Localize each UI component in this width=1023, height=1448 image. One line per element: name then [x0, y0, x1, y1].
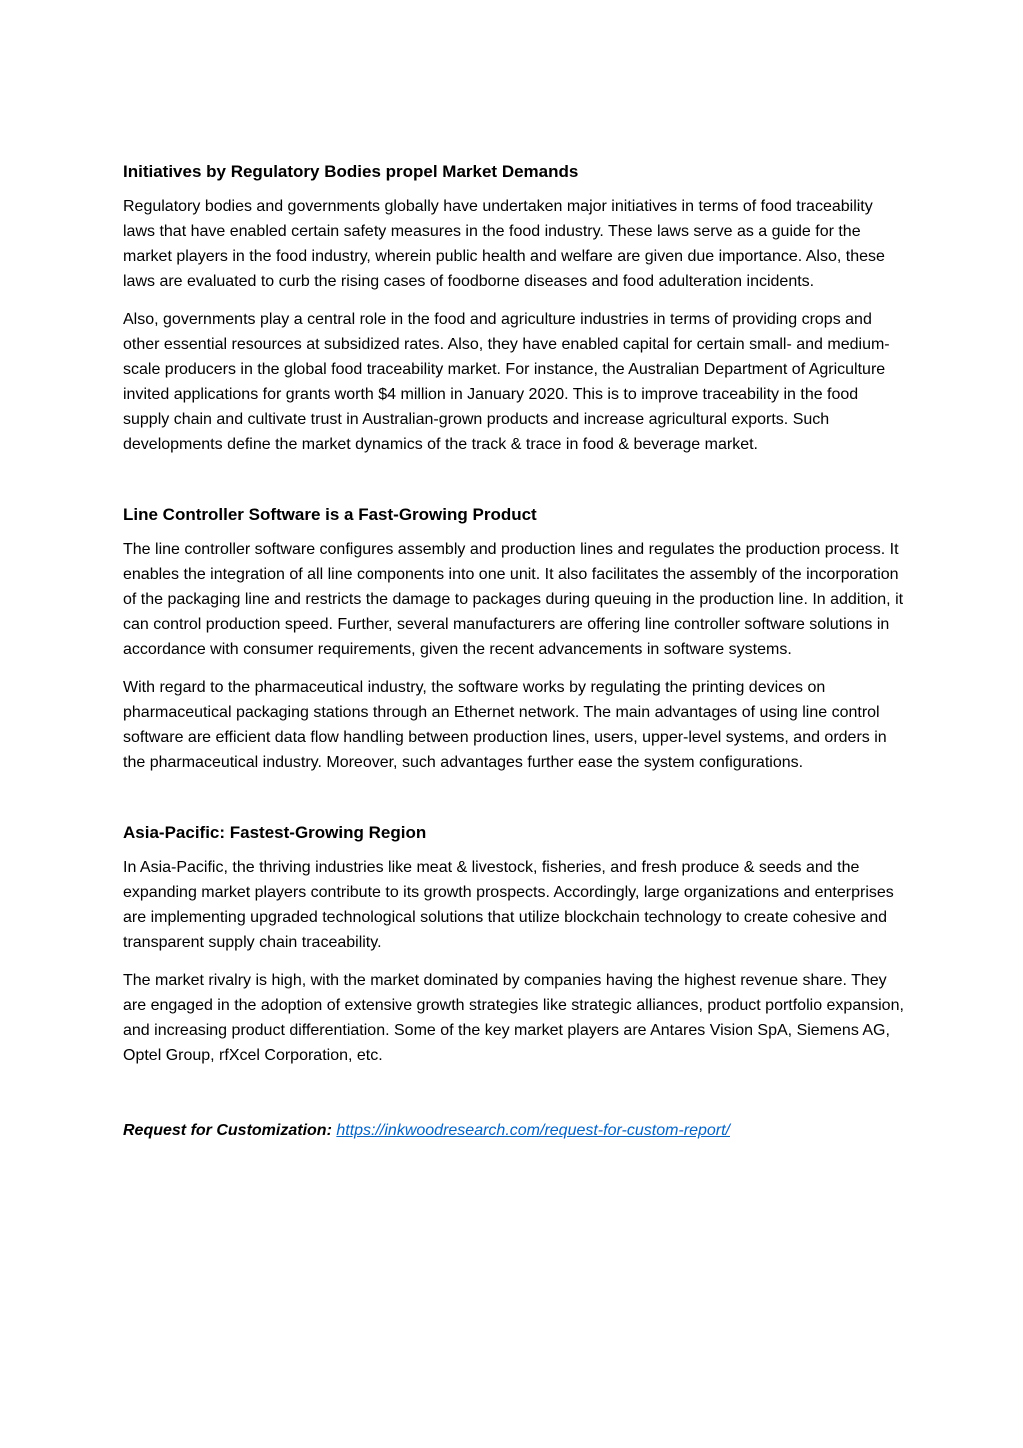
section-title: Line Controller Software is a Fast-Growing Product [123, 505, 537, 524]
paragraph: In Asia-Pacific, the thriving industries like meat & livestock, fisheries, and fresh produce & seeds and the expanding market players contribute to its growth prospects. Accordingly, large organizations and enterprises are implementing upgraded technological solutions that utilize blockchain technology to create cohesive and transparent supply chain traceability. [123, 859, 894, 951]
paragraph: Also, governments play a central role in the food and agriculture industries in terms of providing crops and other essential resources at subsidized rates. Also, they have enabled capital for certain small- and medium-scale producers in the global food traceability market. For instance, the Australian Department of Agriculture invited applications for grants worth $4 million in January 2020. This is to improve traceability in the food supply chain and cultivate trust in Australian-grown products and increase agricultural exports. Such developments define the market dynamics of the track & trace in food & beverage market. [123, 311, 890, 453]
paragraph: Regulatory bodies and governments globally have undertaken major initiatives in terms of food traceability laws that have enabled certain safety measures in the food industry. These laws serve as a guide for the market players in the food industry, wherein public health and welfare are given due importance. Also, these laws are evaluated to curb the rising cases of foodborne diseases and food adulteration incidents. [123, 198, 885, 290]
customization-label: Request for Customization: [123, 1122, 332, 1139]
customization-link[interactable]: https://inkwoodresearch.com/request-for-custom-report/ [336, 1122, 730, 1139]
paragraph: The line controller software configures assembly and production lines and regulates the production process. It enables the integration of all line components into one unit. It also facilitates the assembly of the incorporation of the packaging line and restricts the damage to packages during queuing in the production line. In addition, it can control production speed. Further, several manufacturers are offering line controller software solutions in accordance with consumer requirements, given the recent advancements in software systems. [123, 541, 904, 658]
section-regulatory-initiatives [123, 160, 905, 457]
document-page [123, 160, 905, 1143]
paragraph: The market rivalry is high, with the market dominated by companies having the highest revenue share. They are engaged in the adoption of extensive growth strategies like strategic alliances, product portfolio expansion, and increasing product differentiation. Some of the key market players are Antares Vision SpA, Siemens AG, Optel Group, rfXcel Corporation, etc. [123, 972, 904, 1064]
section-title: Asia-Pacific: Fastest-Growing Region [123, 823, 427, 842]
section-asia-pacific [123, 821, 905, 1068]
customization-request [123, 1118, 905, 1143]
section-title: Initiatives by Regulatory Bodies propel Market Demands [123, 162, 579, 181]
section-line-controller-software [123, 503, 905, 775]
paragraph: With regard to the pharmaceutical industry, the software works by regulating the printing devices on pharmaceutical packaging stations through an Ethernet network. The main advantages of using line control software are efficient data flow handling between production lines, users, upper-level systems, and orders in the pharmaceutical industry. Moreover, such advantages further ease the system configurations. [123, 679, 887, 771]
